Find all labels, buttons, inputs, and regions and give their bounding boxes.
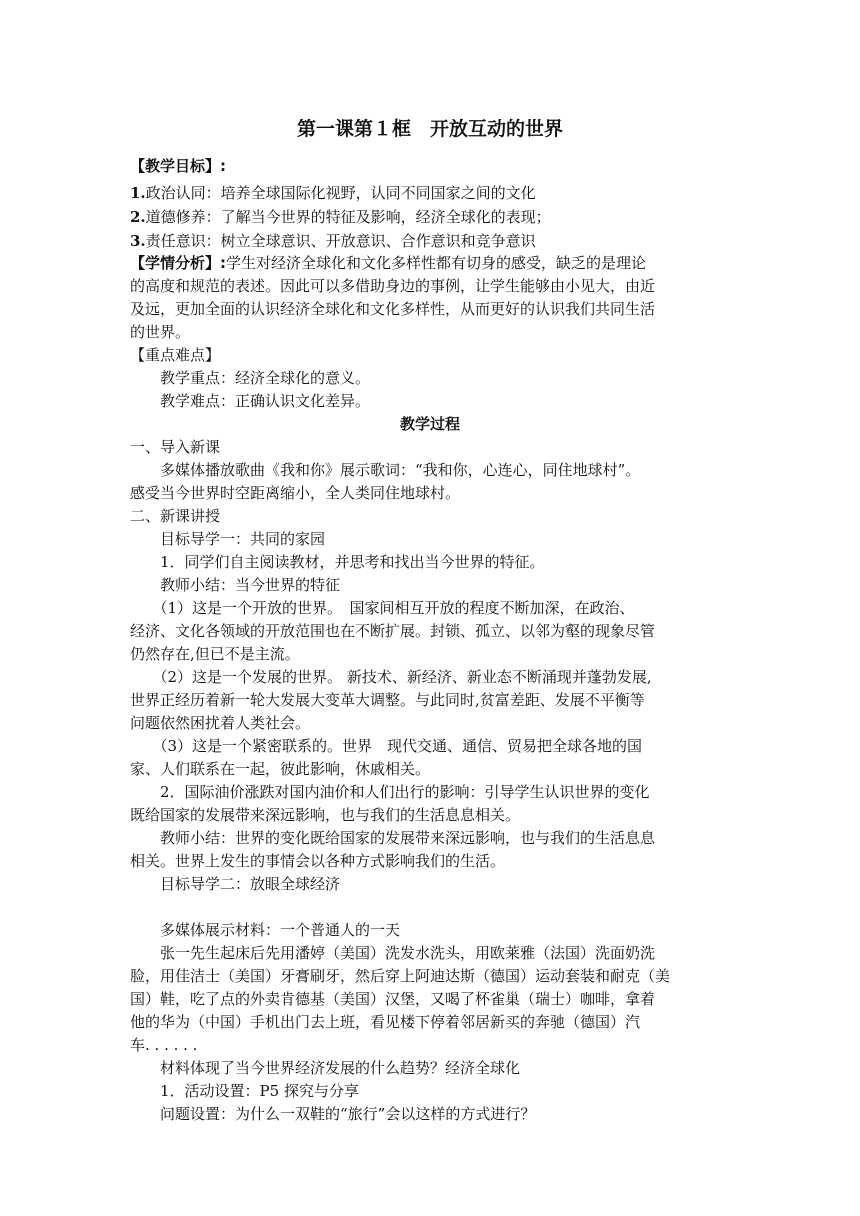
line-question: 材料体现了当今世界经济发展的什么趋势？经济全球化 xyxy=(130,1059,521,1077)
line-objectives-head: 【教学目标】: xyxy=(130,157,226,175)
line-task-1: 1．同学们自主阅读教材，并思考和找出当今世界的特征。 xyxy=(130,553,545,571)
line-question-2: 问题设置：为什么一双鞋的“旅行”会以这样的方式进行？ xyxy=(130,1105,536,1123)
line-material-1: 张一先生起床后先用潘婷（美国）洗发水洗头，用欧莱雅（法国）洗面奶洗 xyxy=(130,944,656,962)
line-open-world-3: 仍然存在,但已不是主流。 xyxy=(130,645,300,663)
line-open-world: （1）这是一个开放的世界。 国家间相互开放的程度不断加深，在政治、 xyxy=(130,599,635,617)
line-goal-1: 目标导学一：共同的家园 xyxy=(130,530,326,548)
line-oil-price: 2．国际油价涨跌对国内油价和人们出行的影响：引导学生认识世界的变化 xyxy=(130,783,650,801)
line-objective-2: 2.道德修养：了解当今世界的特征及影响，经济全球化的表现； xyxy=(130,208,551,226)
line-oil-price-2: 既给国家的发展带来深远影响，也与我们的生活息息相关。 xyxy=(130,806,521,824)
line-analysis: 【学情分析】:学生对经济全球化和文化多样性都有切身的感受，缺乏的是理论 xyxy=(130,254,647,272)
line-linked-world-2: 家、人们联系在一起，彼此影响，休戚相关。 xyxy=(130,760,431,778)
line-key-points-head: 【重点难点】 xyxy=(130,346,221,364)
section-title-process: 教学过程 xyxy=(399,415,460,433)
line-material-5: 车. . . . . . xyxy=(130,1036,198,1054)
line-analysis-3: 及远，更加全面的认识经济全球化和文化多样性，从而更好的认识我们共同生活 xyxy=(130,300,656,318)
line-material-4: 他的华为（中国）手机出门去上班，看见楼下停着邻居新买的奔驰（德国）汽 xyxy=(130,1013,641,1031)
line-goal-2: 目标导学二：放眼全球经济 xyxy=(130,875,341,893)
line-summary-2b: 相关。世界上发生的事情会以各种方式影响我们的生活。 xyxy=(130,852,506,870)
line-intro-1: 多媒体播放歌曲《我和你》展示歌词：“我和你，心连心，同住地球村”。 xyxy=(130,461,641,479)
page-title: 第一课第１框 开放互动的世界 xyxy=(296,118,563,140)
line-activity: 1．活动设置：P5 探究与分享 xyxy=(130,1082,359,1100)
line-dev-world: （2）这是一个发展的世界。 新技术、新经济、新业态不断涌现并蓬勃发展, xyxy=(130,668,652,686)
line-dev-world-2: 世界正经历着新一轮大发展大变革大调整。与此同时,贫富差距、发展不平衡等 xyxy=(130,691,645,709)
line-material-head: 多媒体展示材料：一个普通人的一天 xyxy=(130,921,401,939)
line-material-3: 国）鞋，吃了点的外卖肯德基（美国）汉堡，又喝了杯雀巢（瑞士）咖啡，拿着 xyxy=(130,990,656,1008)
line-intro-head: 一、导入新课 xyxy=(130,438,221,456)
line-material-2: 脸，用佳洁士（美国）牙膏刷牙，然后穿上阿迪达斯（德国）运动套装和耐克（美 xyxy=(130,967,671,985)
line-linked-world: （3）这是一个紧密联系的。世界 现代交通、通信、贸易把全球各地的国 xyxy=(130,737,643,755)
line-intro-2: 感受当今世界时空距离缩小，全人类同住地球村。 xyxy=(130,484,461,502)
line-summary-2: 教师小结：世界的变化既给国家的发展带来深远影响，也与我们的生活息息 xyxy=(130,829,656,847)
line-objective-3: 3.责任意识：树立全球意识、开放意识、合作意识和竞争意识 xyxy=(130,232,536,250)
line-summary-1: 教师小结：当今世界的特征 xyxy=(130,576,341,594)
line-difficulty: 教学难点：正确认识文化差异。 xyxy=(130,392,371,410)
line-analysis-2: 的高度和规范的表述。因此可以多借助身边的事例，让学生能够由小见大，由近 xyxy=(130,277,656,295)
line-key-point: 教学重点：经济全球化的意义。 xyxy=(130,369,371,387)
line-open-world-2: 经济、文化各领域的开放范围也在不断扩展。封锁、孤立、以邻为壑的现象尽管 xyxy=(130,622,656,640)
line-analysis-4: 的世界。 xyxy=(130,323,191,341)
line-objective-1: 1.政治认同：培养全球国际化视野，认同不同国家之间的文化 xyxy=(130,184,536,202)
line-new-lesson-head: 二、新课讲授 xyxy=(130,507,221,525)
line-dev-world-3: 问题依然困扰着人类社会。 xyxy=(130,714,311,732)
